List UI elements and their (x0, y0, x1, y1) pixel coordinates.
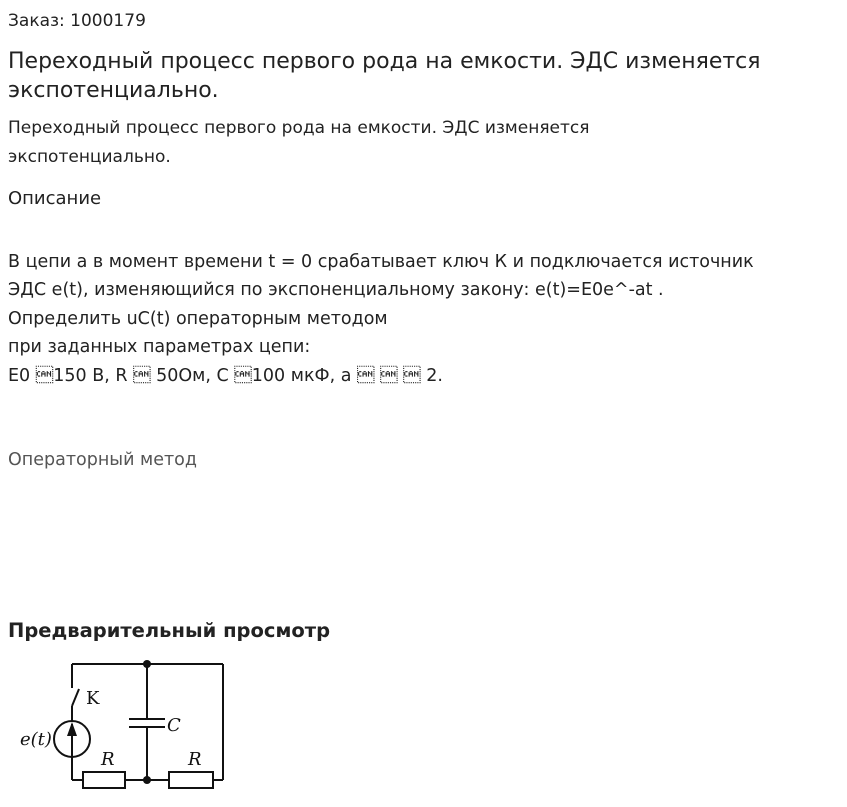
description-line: E0 150 В, R  50Ом, C 100 мкФ, a    2. (8, 365, 443, 386)
method-text: Операторный метод (8, 450, 197, 470)
capacitor-label: C (167, 715, 181, 736)
resistor-2 (169, 772, 213, 788)
junction-bottom (143, 776, 151, 784)
emf-source-arrow-head (67, 722, 77, 736)
circuit-diagram (0, 652, 240, 802)
junction-top (143, 660, 151, 668)
description-heading: Описание (8, 188, 102, 209)
description-line: при заданных параметрах цепи: (8, 337, 311, 358)
order-number: Заказ: 1000179 (8, 11, 146, 31)
switch-k (72, 689, 79, 706)
description-line: ЭДС e(t), изменяющийся по экспоненциальному закону: e(t)=E0e^-at . (8, 280, 664, 301)
source-label: e(t) (20, 729, 52, 750)
description-line: Определить uC(t) операторным методом (8, 308, 388, 329)
description-text (8, 248, 838, 390)
page-subtitle: Переходный процесс первого рода на емкости. ЭДС изменяется экспотенциально. (8, 118, 590, 167)
description-line: В цепи а в момент времени t = 0 срабатывает ключ К и подключается источник (8, 252, 754, 272)
switch-label: K (86, 688, 100, 709)
page-title: Переходный процесс первого рода на емкости. ЭДС изменяется экспотенциально. (8, 49, 761, 103)
resistor-1-label: R (101, 749, 115, 770)
resistor-1 (83, 772, 125, 788)
preview-heading: Предварительный просмотр (8, 619, 331, 642)
resistor-2-label: R (188, 749, 202, 770)
